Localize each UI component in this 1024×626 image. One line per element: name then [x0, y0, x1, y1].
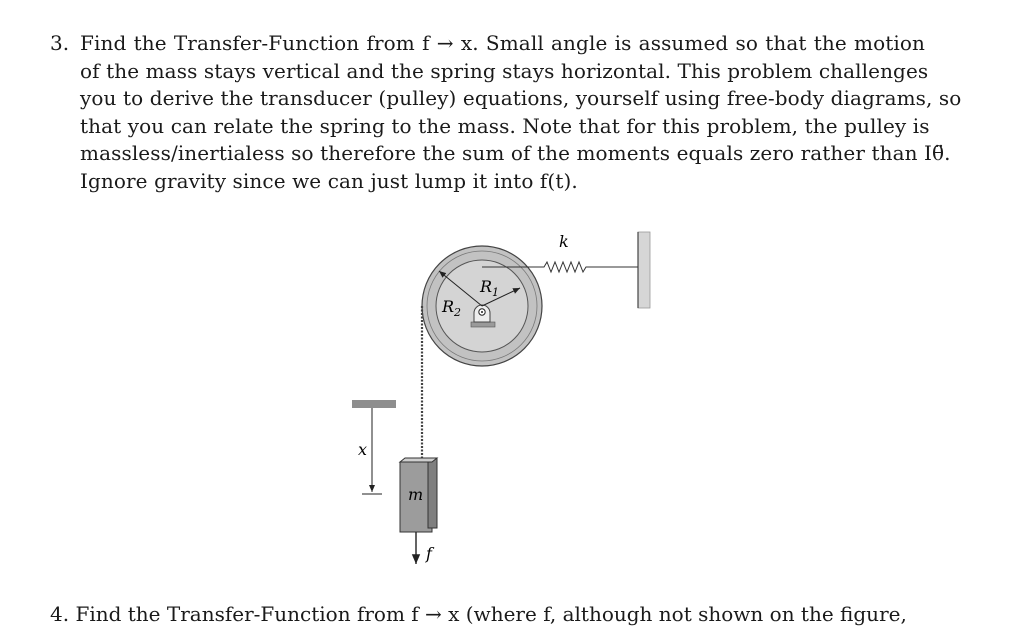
pulley-figure — [340, 222, 670, 574]
problem-line: of the mass stays vertical and the spring stays horizontal. This problem challenges — [80, 58, 929, 83]
problem-number: 3. — [50, 31, 70, 55]
problem-line: massless/inertialess so therefore the sum of the moments equals zero rather than Iθ̈. — [80, 141, 951, 166]
pivot-center — [481, 311, 483, 313]
problem-text — [80, 30, 962, 196]
problem-3 — [50, 30, 962, 196]
problem-line: that you can relate the spring to the mass. Note that for this problem, the pulley is — [80, 113, 930, 138]
r1-label: $R_1$ — [480, 277, 500, 299]
mass-side — [428, 458, 437, 528]
mass-label: m — [408, 485, 424, 504]
problem-line: Ignore gravity since we can just lump it into f(t). — [80, 168, 578, 193]
problem-line: Find the Transfer-Function from f → x. Small angle is assumed so that the motion — [80, 31, 925, 55]
spring — [540, 262, 638, 272]
spring-label: k — [559, 232, 569, 251]
reference-plate — [352, 400, 396, 408]
force-label: f — [426, 544, 432, 563]
problem-line: you to derive the transducer (pulley) equations, yourself using free-body diagrams, so — [80, 86, 962, 111]
x-label: x — [358, 440, 368, 459]
pivot-base — [471, 322, 495, 327]
mass-top — [400, 458, 437, 462]
problem-text: Find the Transfer-Function from f → x (where f, although not shown on the figure, — [75, 602, 907, 626]
problem-4 — [50, 602, 907, 626]
problem-number: 4. — [50, 602, 70, 626]
wall — [638, 232, 650, 308]
r2-label: $R_2$ — [442, 297, 462, 319]
